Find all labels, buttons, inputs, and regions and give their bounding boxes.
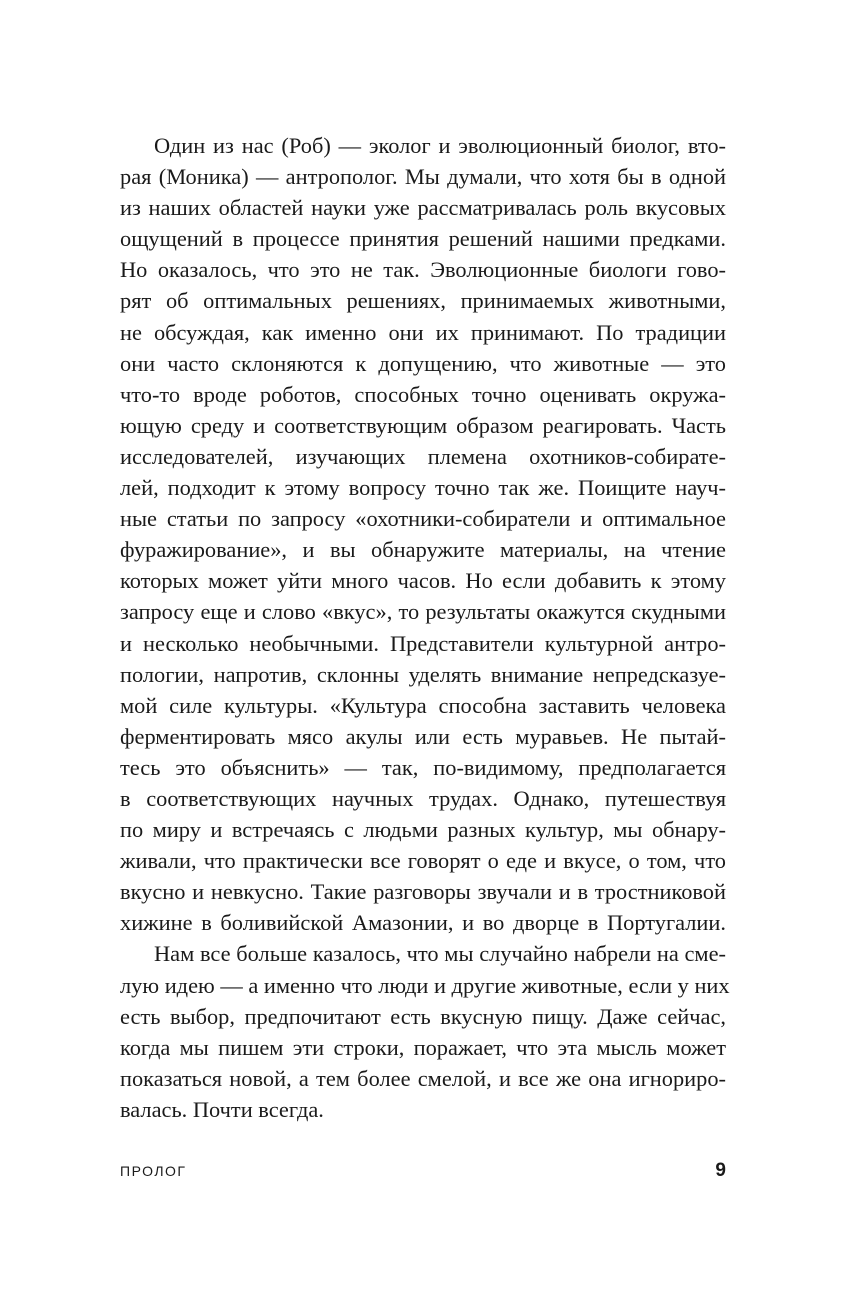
text-line: Один из нас (Роб) — эколог и эволюционный биолог, вто- <box>154 133 726 158</box>
text-line: по миру и встречаясь с людьми разных культур, мы обнару- <box>120 817 726 843</box>
text-line: не обсуждая, как именно они их принимают. По традиции <box>120 319 726 345</box>
text-line: Но оказалось, что это не так. Эволюционные биологи гово- <box>120 257 726 283</box>
text-line: вкусно и невкусно. Такие разговоры звучали и в тростниковой <box>120 879 726 905</box>
text-line: рая (Моника) — антрополог. Мы думали, что хотя бы в одной <box>120 164 726 190</box>
text-line: ные статьи по запросу «охотники-собиратели и оптимальное <box>120 506 726 532</box>
text-line: тесь это объяснить» — так, по-видимому, предполагается <box>120 754 726 780</box>
text-line: ферментировать мясо акулы или есть муравьев. Не пытай- <box>120 723 726 749</box>
text-line: живали, что практически все говорят о еде и вкусе, о том, что <box>120 848 726 874</box>
text-line: ющую среду и соответствующим образом реагировать. Часть <box>120 412 726 438</box>
text-line: когда мы пишем эти строки, поражает, что эта мысль может <box>120 1034 726 1060</box>
running-head: ПРОЛОГ <box>120 1163 187 1179</box>
text-line: лую идею — а именно что люди и другие животные, если у них <box>120 972 730 998</box>
text-line: они часто склоняются к допущению, что животные — это <box>120 350 726 376</box>
text-line: в соответствующих научных трудах. Однако, путешествуя <box>120 785 726 811</box>
text-line: рят об оптимальных решениях, принимаемых животными, <box>120 288 726 314</box>
text-line: исследователей, изучающих племена охотников-собирате- <box>120 443 726 469</box>
page-footer <box>120 1160 726 1187</box>
text-line: лей, подходит к этому вопросу точно так же. Поищите науч- <box>120 475 726 501</box>
text-line: запросу еще и слово «вкус», то результаты окажутся скудными <box>120 599 726 625</box>
text-line: есть выбор, предпочитают есть вкусную пищу. Даже сейчас, <box>120 1003 726 1029</box>
page-number: 9 <box>715 1160 726 1181</box>
text-line: хижине в боливийской Амазонии, и во дворце в Португалии. <box>120 910 726 936</box>
text-line: и несколько необычными. Представители культурной антро- <box>120 630 726 656</box>
text-line: из наших областей науки уже рассматривалась роль вкусовых <box>120 195 726 221</box>
body-text <box>120 130 730 1125</box>
text-line: показаться новой, а тем более смелой, и все же она игнориро- <box>120 1065 726 1091</box>
paragraph-2 <box>120 938 730 1125</box>
text-line: которых может уйти много часов. Но если добавить к этому <box>120 568 726 594</box>
paragraph-1 <box>120 130 726 938</box>
text-line: ощущений в процессе принятия решений нашими предками. <box>120 226 726 252</box>
text-line: мой силе культуры. «Культура способна заставить человека <box>120 692 726 718</box>
text-line: валась. Почти всегда. <box>120 1096 324 1122</box>
text-line: фуражирование», и вы обнаружите материалы, на чтение <box>120 537 726 563</box>
text-line: что-то вроде роботов, способных точно оценивать окружа- <box>120 381 726 407</box>
text-line: Нам все больше казалось, что мы случайно набрели на сме- <box>154 941 726 967</box>
text-line: пологии, напротив, склонны уделять внимание непредсказуе- <box>120 661 726 687</box>
